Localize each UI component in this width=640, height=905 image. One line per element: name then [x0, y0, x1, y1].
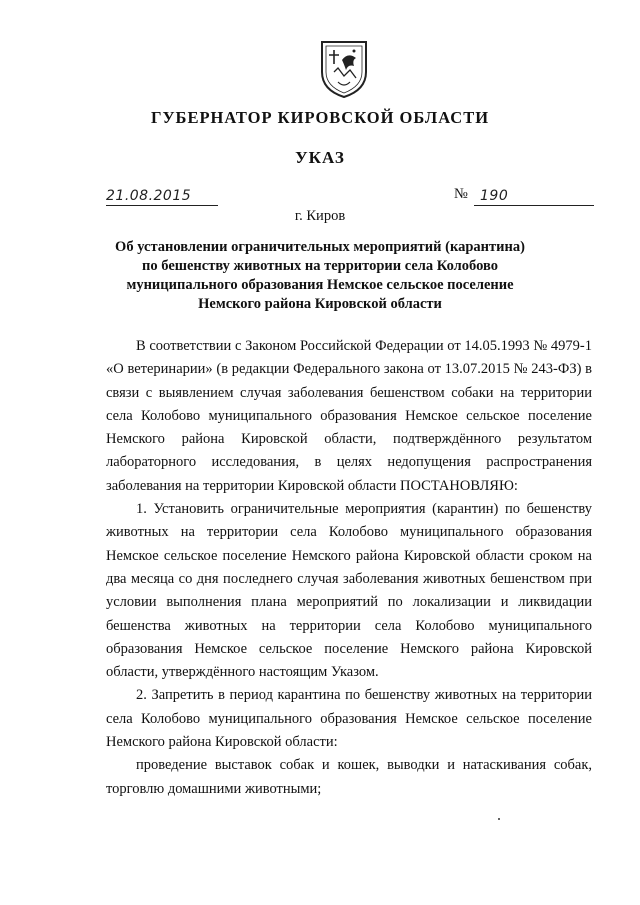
subject-line: Немского района Кировской области	[198, 296, 442, 312]
preamble-paragraph: В соответствии с Законом Российской Федерации от 14.05.1993 № 4979-1 «О ветеринарии» (в редакции Федерального закона от 13.07.2015 № 243-ФЗ) в связи с выявлением случая заболевания бешенством собаки на территории села Колобово муниципального образования Немское сельское поселение Немского района Кировской области, подтверждённого результатом лабораторного исследования, в целях недопущения распространения заболевания на территории Кировской области ПОСТАНОВЛЯЮ:	[106, 338, 592, 494]
subject-line: муниципального образования Немское сельское поселение	[126, 277, 514, 293]
decree-subject	[0, 238, 640, 314]
issue-city: г. Киров	[294, 208, 346, 224]
governor-title: ГУБЕРНАТОР КИРОВСКОЙ ОБЛАСТИ	[150, 108, 490, 127]
coat-of-arms-icon	[318, 38, 370, 100]
clause-2-item-paragraph: проведение выставок собак и кошек, выводки и натаскивания собак, торговлю домашними животными;	[106, 757, 592, 797]
decree-number: 190	[480, 188, 509, 204]
decree-body	[106, 335, 592, 801]
decree-number-field	[474, 185, 594, 206]
subject-line: по бешенству животных на территории села Колобово	[142, 258, 498, 274]
clause-2-paragraph: 2. Запретить в период карантина по бешенству животных на территории села Колобово муниципального образования Немское сельское поселение Немского района Кировской области:	[106, 687, 592, 751]
document-type: УКАЗ	[295, 148, 345, 167]
decree-date-field	[106, 185, 218, 206]
subject-line: Об установлении ограничительных мероприятий (карантина)	[115, 239, 525, 255]
scan-artifact	[498, 818, 500, 820]
number-sign: №	[454, 186, 468, 202]
decree-date: 21.08.2015	[106, 188, 192, 204]
clause-1-paragraph: 1. Установить ограничительные мероприятия (карантин) по бешенству животных на территории села Колобово муниципального образования Немское сельское поселение Немского района Кировской области сроком на два месяца со дня последнего случая заболевания животных бешенством при условии выполнения плана мероприятий по локализации и ликвидации бешенства животных на территории села Колобово муниципального образования Немское сельское поселение Немского района Кировской области, утверждённого настоящим Указом.	[106, 501, 592, 681]
